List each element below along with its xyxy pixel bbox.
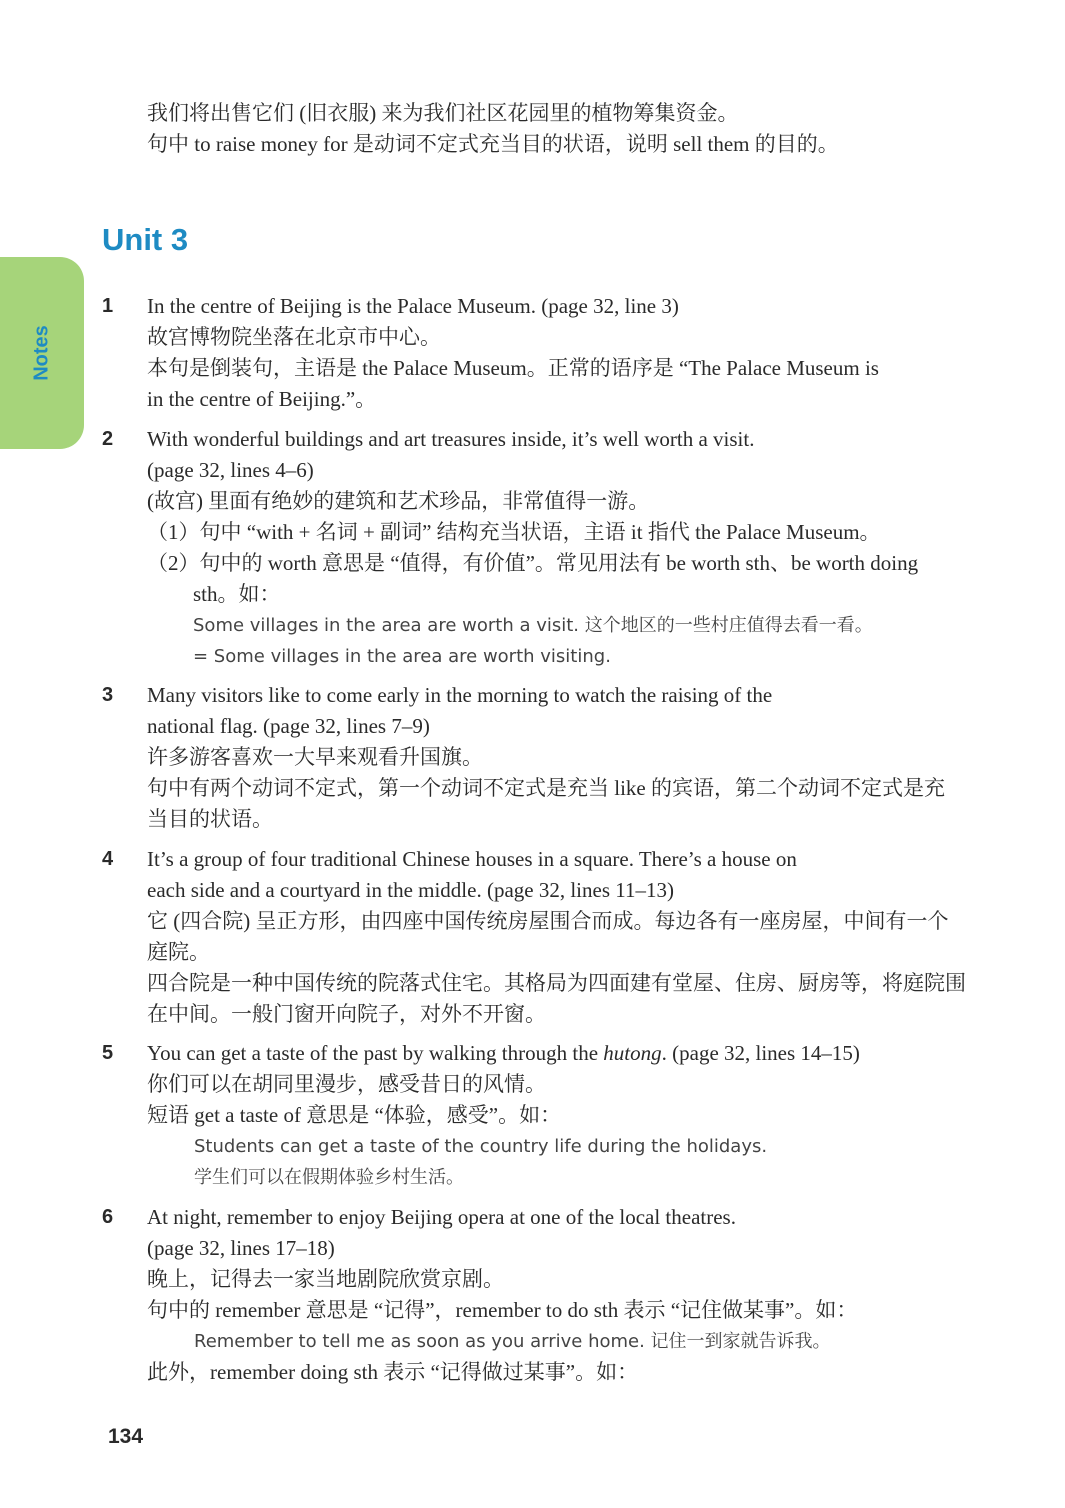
note-number: 4 xyxy=(102,848,114,870)
hutong-term: hutong xyxy=(603,1041,662,1065)
note-line: 本句是倒装句，主语是 the Palace Museum。正常的语序是 “The Palace Museum is xyxy=(147,356,879,380)
note-body xyxy=(147,424,918,672)
note-line: （2）句中的 worth 意思是 “值得，有价值”。常见用法有 be worth sth、be worth doing xyxy=(147,551,919,575)
note-body xyxy=(147,291,879,415)
note-number: 5 xyxy=(102,1042,114,1064)
note-line: 此外，remember doing sth 表示 “记得做过某事”。如： xyxy=(147,1360,639,1384)
note-line: 短语 get a taste of 意思是 “体验，感受”。如： xyxy=(147,1103,562,1127)
note-line: 在中间。一般门窗开向院子，对外不开窗。 xyxy=(147,1002,546,1026)
note-number: 3 xyxy=(102,684,114,706)
note-line: Many visitors like to come early in the morning to watch the raising of the xyxy=(147,683,773,707)
notes-side-tab xyxy=(0,257,84,449)
note-line: It’s a group of four traditional Chinese houses in a square. There’s a house on xyxy=(147,847,797,871)
note-line: At night, remember to enjoy Beijing opera at one of the local theatres. xyxy=(147,1205,736,1229)
note-line: in the centre of Beijing.”。 xyxy=(147,387,377,411)
note-line: In the centre of Beijing is the Palace Museum. (page 32, line 3) xyxy=(147,294,679,318)
note-number: 2 xyxy=(102,428,114,450)
note-line: sth。如： xyxy=(193,582,281,606)
example-line: 学生们可以在假期体验乡村生活。 xyxy=(194,1167,464,1188)
note-line: (page 32, lines 4–6) xyxy=(147,458,314,482)
notes-tab-label: Notes xyxy=(30,325,53,381)
note-line: 句中的 remember 意思是 “记得”，remember to do sth 表示 “记住做某事”。如： xyxy=(147,1298,858,1322)
note-text: . (page 32, lines 14–15) xyxy=(661,1041,860,1065)
intro-line: 句中 to raise money for 是动词不定式充当目的状语，说明 sell them 的目的。 xyxy=(147,132,839,156)
note-line: 许多游客喜欢一大早来观看升国旗。 xyxy=(147,745,483,769)
note-line: 它 (四合院) 呈正方形，由四座中国传统房屋围合而成。每边各有一座房屋，中间有一个 xyxy=(147,909,949,933)
note-line: national flag. (page 32, lines 7–9) xyxy=(147,714,430,738)
note-number: 1 xyxy=(102,295,114,317)
note-body xyxy=(147,844,966,1030)
note-number: 6 xyxy=(102,1206,114,1228)
intro-line: 我们将出售它们 (旧衣服) 来为我们社区花园里的植物筹集资金。 xyxy=(147,101,739,125)
note-line: (故宫) 里面有绝妙的建筑和艺术珍品，非常值得一游。 xyxy=(147,489,650,513)
note-line: （1）句中 “with + 名词 + 副词” 结构充当状语，主语 it 指代 the Palace Museum。 xyxy=(147,520,881,544)
example-line: Remember to tell me as soon as you arrive home. 记住一到家就告诉我。 xyxy=(194,1331,831,1352)
note-line xyxy=(147,1038,860,1069)
intro-paragraph xyxy=(147,98,839,160)
page-number: 134 xyxy=(108,1425,144,1448)
note-line: 庭院。 xyxy=(147,940,210,964)
note-line: 当目的状语。 xyxy=(147,807,273,831)
example-line: Students can get a taste of the country life during the holidays. xyxy=(194,1136,768,1157)
note-line: 句中有两个动词不定式，第一个动词不定式是充当 like 的宾语，第二个动词不定式是充 xyxy=(147,776,945,800)
note-line: 四合院是一种中国传统的院落式住宅。其格局为四面建有堂屋、住房、厨房等，将庭院围 xyxy=(147,971,966,995)
example-line: = Some villages in the area are worth visiting. xyxy=(193,646,611,667)
note-line: (page 32, lines 17–18) xyxy=(147,1236,335,1260)
note-line: 故宫博物院坐落在北京市中心。 xyxy=(147,325,441,349)
example-line: Some villages in the area are worth a visit. 这个地区的一些村庄值得去看一看。 xyxy=(193,615,873,636)
note-body xyxy=(147,1202,857,1388)
note-line: 你们可以在胡同里漫步，感受昔日的风情。 xyxy=(147,1072,546,1096)
note-line: each side and a courtyard in the middle. (page 32, lines 11–13) xyxy=(147,878,674,902)
note-line: 晚上，记得去一家当地剧院欣赏京剧。 xyxy=(147,1267,504,1291)
note-body xyxy=(147,680,945,835)
unit-title: Unit 3 xyxy=(102,222,189,257)
note-body xyxy=(147,1038,860,1193)
note-text: You can get a taste of the past by walking through the xyxy=(147,1041,604,1065)
note-line: With wonderful buildings and art treasures inside, it’s well worth a visit. xyxy=(147,427,755,451)
